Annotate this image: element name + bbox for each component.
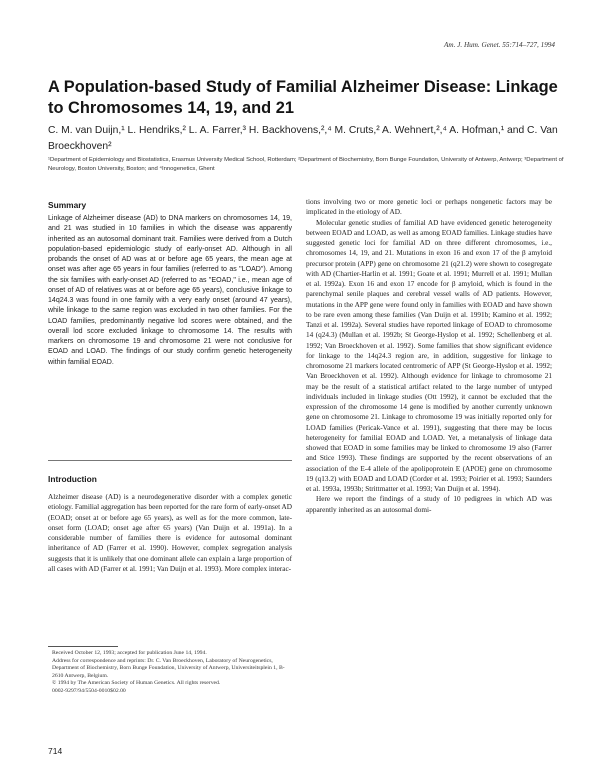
journal-citation: Am. J. Hum. Genet. 55:714–727, 1994 <box>444 41 555 49</box>
footnote-issn: 0002-9297/94/5504-0010$02.00 <box>52 687 126 694</box>
summary-heading: Summary <box>48 200 87 210</box>
introduction-paragraph: Alzheimer disease (AD) is a neurodegenerative disorder with a complex genetic etiology. Familial aggregation has been reported for the rare form of early-onset AD (EOAD; onset at or before age 65 years), as well as for the more common, late-onset form (LOAD; onset age after 65 years) (Van Duijn et al. 1991a). In a considerable number of families there is evidence for autosomal dominant inheritance of AD (Farrer et al. 1990). However, complex segregation analysis suggests that it is unlikely that one dominant allele can explain a large proportion of all cases with AD (Farrer et al. 1991; Van Duijn et al. 1993). More complex interac- <box>48 493 292 573</box>
right-column <box>306 197 552 515</box>
footnote-copyright: © 1994 by The American Society of Human Genetics. All rights reserved. <box>52 680 221 687</box>
footnote-address: Address for correspondence and reprints: Dr. C. Van Broeckhoven, Laboratory of Neurogenetics, Department of Biochemistry, Born Bunge Foundation, University of Antwerp, Universiteitsplein 1, B-2610 Antwerp, Belgium. <box>52 657 285 679</box>
body-paragraph: Here we report the findings of a study of 10 pedigrees in which AD was apparently inherited as an autosomal domi- <box>306 495 552 514</box>
author-list: C. M. van Duijn,¹ L. Hendriks,² L. A. Farrer,³ H. Backhovens,²,⁴ M. Cruts,² A. Wehnert,²,⁴ A. Hofman,¹ and C. Van Broeckhoven² <box>48 125 558 152</box>
affiliations: ¹Department of Epidemiology and Biostatistics, Erasmus University Medical School, Rotterdam; ²Department of Biochemistry, Born Bunge Foundation, University of Antwerp, Antwerp; ³Department of Neurology, Boston University, Boston; and ⁴Innogenetics, Ghent <box>48 157 564 172</box>
summary-paragraph: Linkage of Alzheimer disease (AD) to DNA markers on chromosomes 14, 19, and 21 was studied in 10 families in which the disease was apparently inherited as an autosomal dominant trait. Families were derived from a Dutch population-based epidemiologic study of early-onset AD. Although in all probands the onset of AD was at or before age 65 years, the mean age at onset was after age 65 years in four families (referred to as "LOAD"). Among the six families with early-onset AD (referred to as "EOAD," i.e., mean age of onset of AD of relatives was at or before age 65 years), conclusive linkage to 14q24.3 was found in one family with a very early onset (around 47 years), while linkage to the same region was excluded in two other families. For the LOAD families, predominantly negative lod scores were obtained, and the overall lod score excluded linkage to chromosome 14. The results with markers on chromosome 19 and chromosome 21 were not conclusive for EOAD and LOAD. The findings of our study confirm genetic heterogeneity within familial EOAD. <box>48 215 292 366</box>
article-title: A Population-based Study of Familial Alzheimer Disease: Linkage to Chromosomes 14, 19, and 21 <box>48 78 558 117</box>
footnote-received: Received October 12, 1993; accepted for publication June 14, 1994. <box>52 650 207 656</box>
body-paragraph: tions involving two or more genetic loci or perhaps nongenetic factors may be implicated in the etiology of AD. <box>306 198 552 217</box>
section-divider <box>48 460 292 461</box>
footnotes <box>52 650 292 696</box>
body-paragraph: Molecular genetic studies of familial AD have evidenced genetic heterogeneity between EOAD and LOAD, as well as among EOAD families. Linkage studies have suggested genetic loci for familial AD on three different chromosomes, i.e., chromosomes 14, 19, and 21. Mutations in exon 16 and exon 17 of the β amyloid precursor protein (APP) gene on chromosome 21 (q21.2) were shown to cosegregate with AD (Chartier-Harlin et al. 1991; Goate et al. 1991; Murrell et al. 1991; Mullan et al. 1992a). Exon 16 and exon 17 encode for β amyloid, which is found in the parenchymal senile plaques and cerebral vessel walls of AD patients. However, mutations in the APP gene were found only in families with EOAD and have shown to be rare even among these families (Van Duijn et al. 1991b; Kamino et al. 1992; Tanzi et al. 1992a). Several studies have reported linkage of EOAD to chromosome 14 (q24.3) (Mullan et al. 1992b; St George-Hyslop et al. 1992; Schellenberg et al. 1992; Van Broeckhoven et al. 1992). Some families that show significant evidence for linkage to the 14q24.3 region are, in addition, suggestive for linkage to chromosome 21 markers located centromeric of APP (St George-Hyslop et al. 1992; Van Broeckhoven et al. 1992). Although evidence for linkage to chromosome 21 may be the result of a statistical artifact related to the large number of untyped individuals included in linkage studies (Ott 1992), it cannot be excluded that the expression of the chromosome 14 gene is modified by another currently unknown gene on chromosome 21. Linkage to chromosome 19 was initially reported only for LOAD families (Pericak-Vance et al. 1991), suggesting that there may be locus heterogeneity for familial EOAD and LOAD. Yet, a metanalysis of linkage data showed that EOAD in some families may be linked to chromosome 19 also (Farrer and Stice 1993). These findings are supported by the recent observations of an association of the E-4 allele of the apolipoprotein E (APOE) gene on chromosome 19 (q13.2) with EOAD and LOAD (Corder et al. 1993; Poirier et al. 1993; Saunders et al. 1993a, 1993b; Strittmatter et al. 1993; Van Duijn et al. 1994). <box>306 218 552 493</box>
footnote-divider <box>48 646 118 647</box>
summary-text <box>48 214 292 368</box>
page-number: 714 <box>48 746 63 756</box>
introduction-heading: Introduction <box>48 474 97 484</box>
introduction-text <box>48 492 292 574</box>
